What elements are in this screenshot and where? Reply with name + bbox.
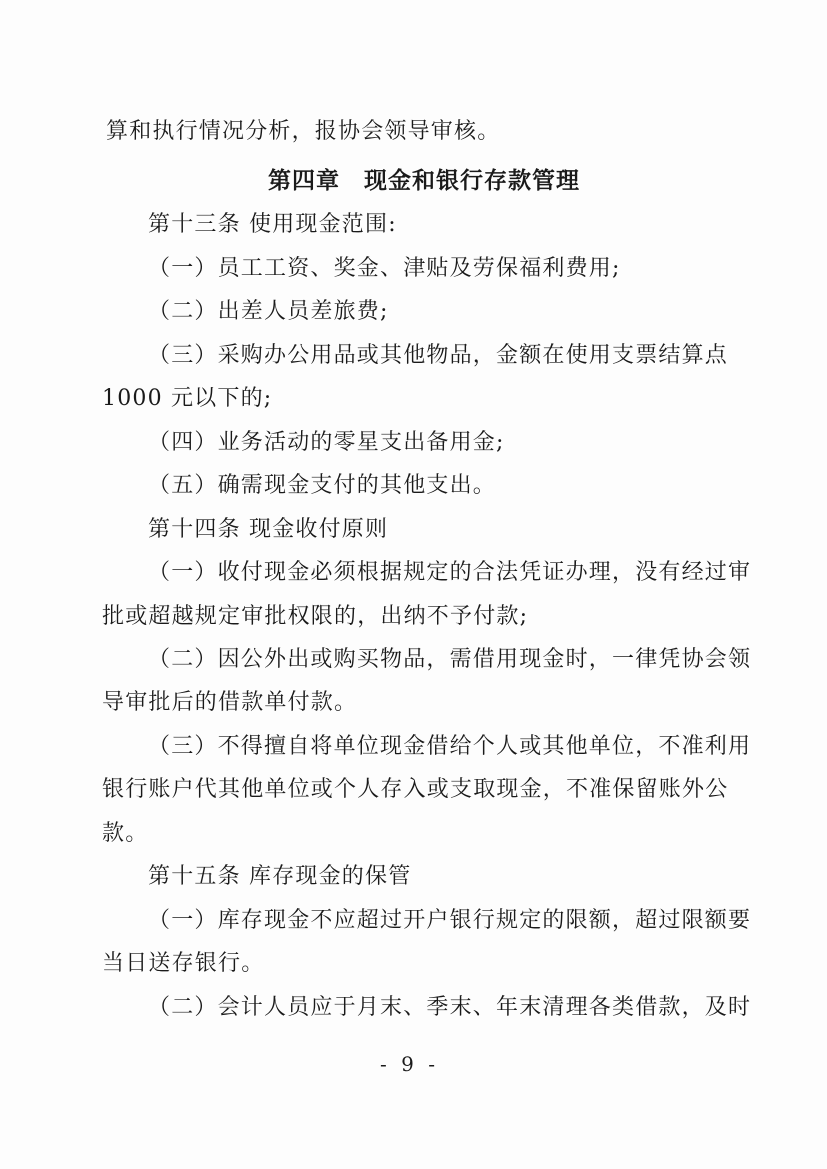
chapter-heading: 第四章 现金和银行存款管理 bbox=[268, 168, 580, 194]
paragraph-line: 当日送存银行。 bbox=[102, 951, 265, 976]
paragraph-line: （五）确需现金支付的其他支出。 bbox=[148, 473, 497, 498]
paragraph-line: 算和执行情况分析，报协会领导审核。 bbox=[106, 119, 501, 144]
article-13-title: 第十三条 使用现金范围: bbox=[148, 212, 397, 237]
page-number: - 9 - bbox=[380, 1052, 439, 1076]
paragraph-line: 银行账户代其他单位或个人存入或支取现金，不准保留账外公 bbox=[102, 777, 729, 802]
paragraph-line: （一）员工工资、奖金、津贴及劳保福利费用; bbox=[148, 256, 621, 281]
paragraph-line: 批或超越规定审批权限的，出纳不予付款; bbox=[102, 604, 529, 629]
paragraph-line: （一）库存现金不应超过开户银行规定的限额，超过限额要 bbox=[148, 908, 752, 933]
article-14-title: 第十四条 现金收付原则 bbox=[148, 517, 389, 542]
paragraph-line: （二）出差人员差旅费; bbox=[148, 299, 389, 324]
article-15-title: 第十五条 库存现金的保管 bbox=[148, 864, 412, 889]
paragraph-line: （三）不得擅自将单位现金借给个人或其他单位，不准利用 bbox=[148, 734, 752, 759]
paragraph-line: （一）收付现金必须根据规定的合法凭证办理，没有经过审 bbox=[148, 560, 752, 585]
paragraph-line: 导审批后的借款单付款。 bbox=[102, 690, 358, 715]
paragraph-line: （二）会计人员应于月末、季末、年末清理各类借款，及时 bbox=[148, 995, 752, 1020]
paragraph-line: （三）采购办公用品或其他物品，金额在使用支票结算点 bbox=[148, 343, 729, 368]
paragraph-line: （二）因公外出或购买物品，需借用现金时，一律凭协会领 bbox=[148, 647, 752, 672]
paragraph-line: 1000 元以下的; bbox=[102, 386, 273, 411]
paragraph-line: （四）业务活动的零星支出备用金; bbox=[148, 430, 505, 455]
paragraph-line: 款。 bbox=[102, 821, 149, 846]
